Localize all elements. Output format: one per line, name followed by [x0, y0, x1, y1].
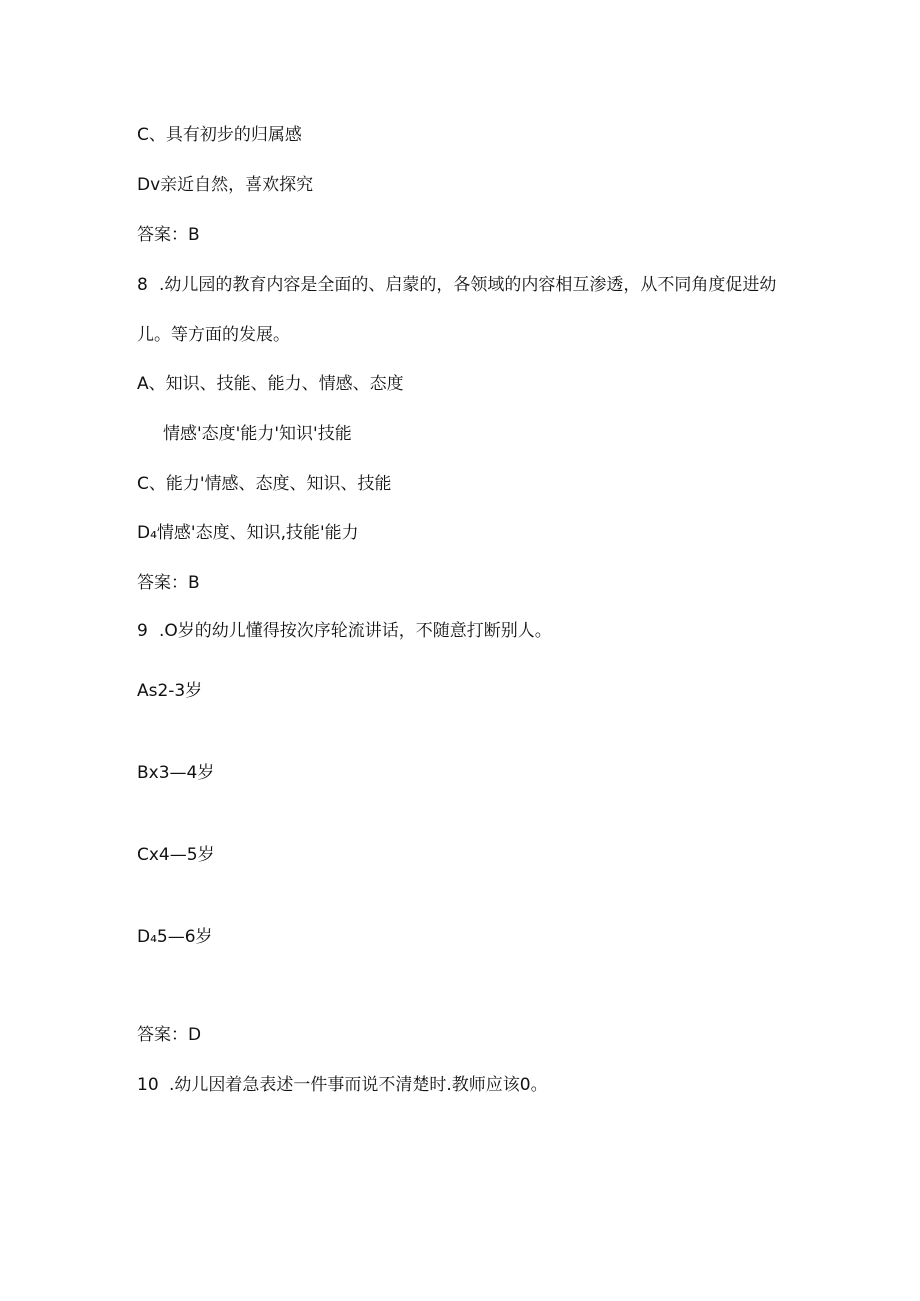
q7-option-c: C、具有初步的归属感 — [137, 125, 302, 145]
q9-text: .O岁的幼儿懂得按次序轮流讲话，不随意打断别人。 — [159, 621, 552, 641]
q9-question — [137, 620, 552, 642]
q9-option-b: Bx3—4岁 — [137, 763, 215, 783]
q9-option-d: D₄5—6岁 — [137, 927, 213, 947]
q9-option-c: Cx4—5岁 — [137, 845, 215, 865]
q8-option-a: A、知识、技能、能力、情感、态度 — [137, 374, 404, 394]
q8-option-b: 情感'态度'能力'知识'技能 — [163, 424, 352, 444]
q9-answer: 答案：D — [137, 1025, 202, 1045]
q7-option-d: Dv亲近自然，喜欢探究 — [137, 175, 314, 195]
q8-question-line2: 儿。等方面的发展。 — [137, 325, 290, 345]
q9-number: 9 — [137, 621, 148, 641]
q8-question-line1 — [137, 274, 776, 296]
q9-option-a: As2-3岁 — [137, 681, 203, 701]
q8-option-d: D₄情感'态度、知识,技能'能力 — [137, 523, 359, 543]
q7-answer: 答案：B — [137, 225, 200, 245]
q10-number: 10 — [137, 1075, 159, 1095]
q8-text-line1: .幼儿园的教育内容是全面的、启蒙的，各领域的内容相互渗透，从不同角度促进幼 — [159, 275, 777, 295]
q10-question — [137, 1074, 548, 1096]
q8-answer: 答案：B — [137, 573, 200, 593]
q8-option-c: C、能力'情感、态度、知识、技能 — [137, 474, 392, 494]
q8-number: 8 — [137, 275, 148, 295]
q10-text: .幼儿因着急表述一件事而说不清楚时.教师应该0。 — [169, 1075, 548, 1095]
